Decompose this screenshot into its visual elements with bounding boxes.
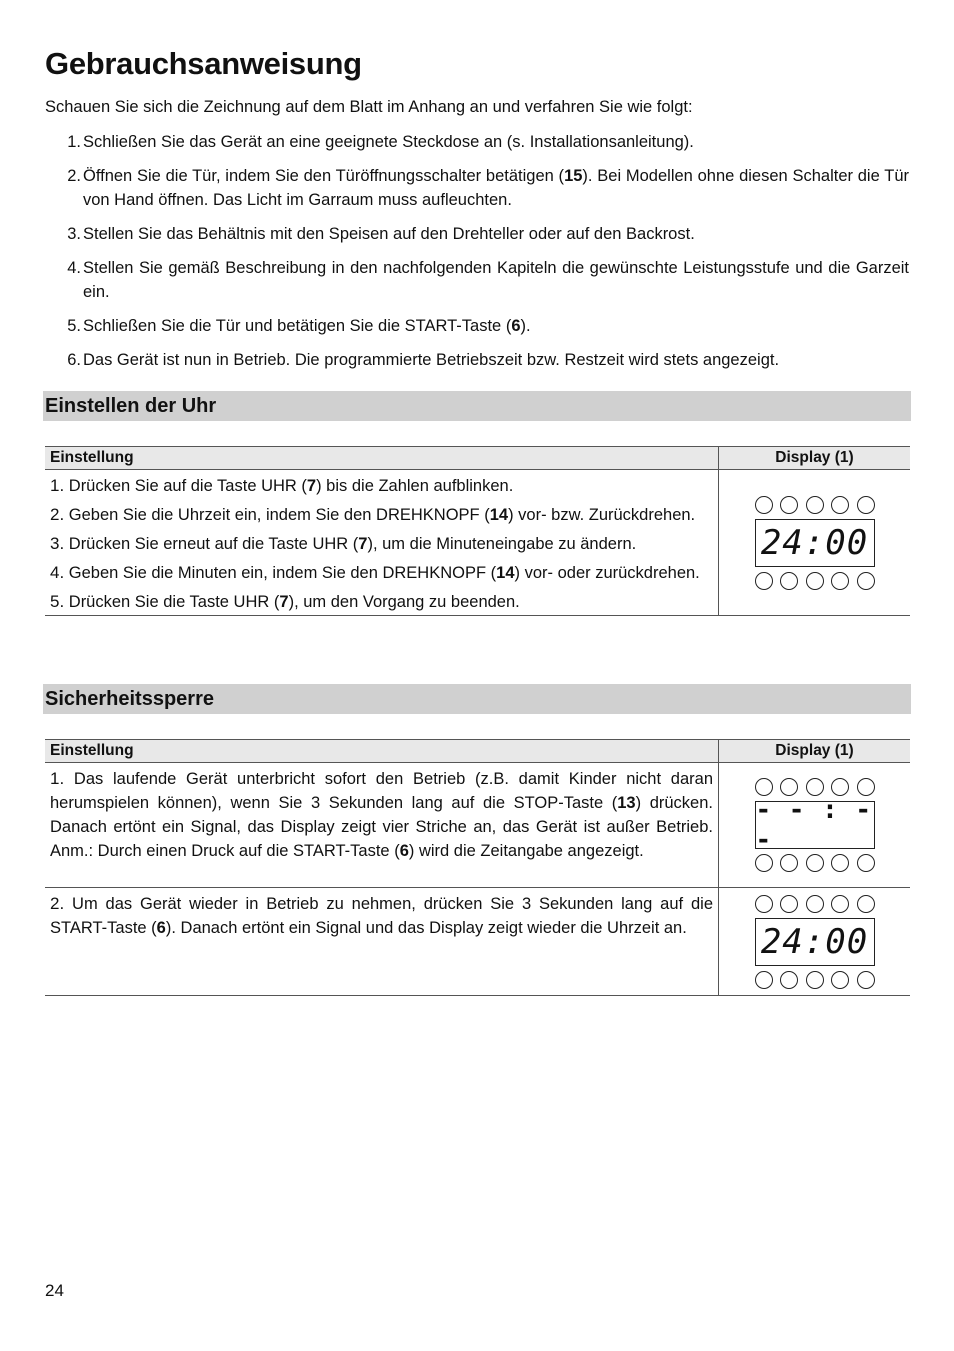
display-illustration — [755, 778, 875, 872]
page-title: Gebrauchsanweisung — [45, 46, 362, 81]
display-screen: 24:00 — [755, 918, 875, 966]
indicator-circles-bottom — [755, 572, 875, 590]
list-item: 5. Schließen Sie die Tür und betätigen Sie die START-Taste (6). — [67, 317, 531, 335]
display-illustration — [755, 895, 875, 989]
indicator-circles-bottom — [755, 854, 875, 872]
entry: 1. Drücken Sie auf die Taste UHR (7) bis die Zahlen aufblinken. — [50, 476, 514, 495]
table-sicherheit — [45, 739, 910, 996]
display-screen: 24:00 — [755, 519, 875, 567]
col-header-einstellung: Einstellung — [45, 740, 719, 763]
steps-list — [45, 130, 909, 382]
entry: 1. Das laufende Gerät unterbricht sofort den Betrieb (z.B. damit Kinder nicht daran herumspielen können), wenn Sie 3 Sekunden lang auf die STOP-Taste (13) drücken. Danach ertönt ein Signal, das Display zeigt vier Striche an, das Gerät ist außer Betrieb. Anm.: Durch einen Druck auf die START-Taste (6) wird die Zeitangabe angezeigt. — [50, 769, 713, 860]
list-item: 3. Stellen Sie das Behältnis mit den Speisen auf den Drehteller oder auf den Backrost. — [67, 225, 695, 243]
table-row — [45, 470, 910, 616]
col-header-einstellung: Einstellung — [45, 447, 719, 470]
section-heading-sicherheit: Sicherheitssperre — [43, 684, 911, 714]
display-screen: - - : - - — [755, 801, 875, 849]
list-item: 1. Schließen Sie das Gerät an eine geeignete Steckdose an (s. Installationsanleitung). — [67, 133, 694, 151]
entry: 4. Geben Sie die Minuten ein, indem Sie den DREHKNOPF (14) vor- oder zurückdrehen. — [50, 563, 700, 582]
col-header-display: Display (1) — [719, 447, 911, 470]
intro-text: Schauen Sie sich die Zeichnung auf dem Blatt im Anhang an und verfahren Sie wie folgt: — [45, 98, 693, 116]
indicator-circles-top — [755, 778, 875, 796]
table-row — [45, 763, 910, 888]
display-illustration — [755, 496, 875, 590]
list-item: 6. Das Gerät ist nun in Betrieb. Die programmierte Betriebszeit bzw. Restzeit wird stets angezeigt. — [67, 351, 780, 369]
indicator-circles-top — [755, 496, 875, 514]
entry: 2. Um das Gerät wieder in Betrieb zu nehmen, drücken Sie 3 Sekunden lang auf die START-Taste (6). Danach ertönt ein Signal und das Display zeigt wieder die Uhrzeit an. — [50, 894, 713, 937]
table-uhr — [45, 446, 910, 616]
indicator-circles-bottom — [755, 971, 875, 989]
section-heading-uhr: Einstellen der Uhr — [43, 391, 911, 421]
page-number: 24 — [45, 1281, 64, 1300]
list-item: 2. Öffnen Sie die Tür, indem Sie den Türöffnungsschalter betätigen (15). Bei Modellen ohne diesen Schalter die Tür von Hand öffnen. Das Licht im Garraum muss aufleuchten. — [67, 167, 909, 209]
table-row — [45, 888, 910, 996]
col-header-display: Display (1) — [719, 740, 911, 763]
entry: 2. Geben Sie die Uhrzeit ein, indem Sie den DREHKNOPF (14) vor- bzw. Zurückdrehen. — [50, 505, 696, 524]
entry: 3. Drücken Sie erneut auf die Taste UHR (7), um die Minuteneingabe zu ändern. — [50, 534, 637, 553]
indicator-circles-top — [755, 895, 875, 913]
entry: 5. Drücken Sie die Taste UHR (7), um den Vorgang zu beenden. — [50, 592, 520, 611]
list-item: 4. Stellen Sie gemäß Beschreibung in den nachfolgenden Kapiteln die gewünschte Leistungsstufe und die Garzeit ein. — [67, 259, 909, 301]
